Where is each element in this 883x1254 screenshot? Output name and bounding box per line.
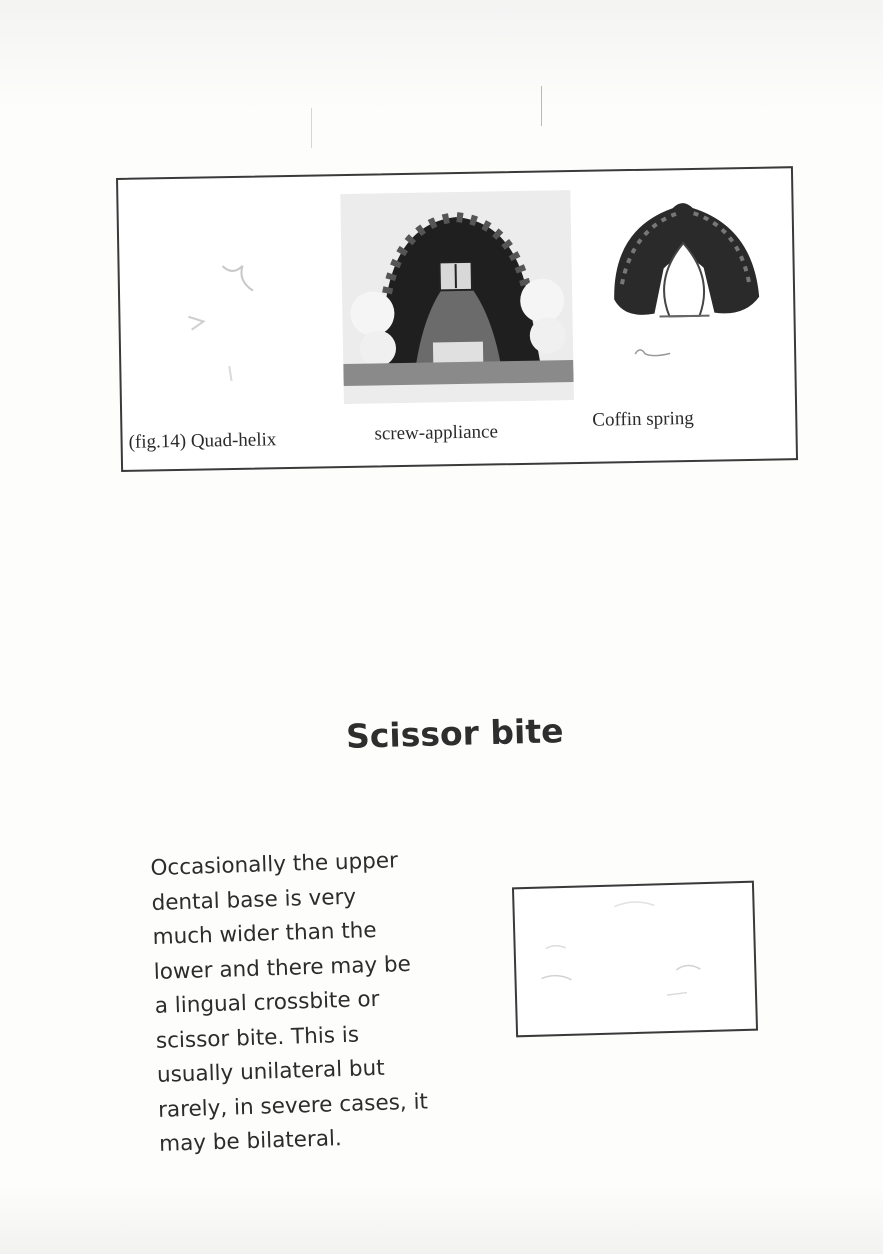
coffin-spring-image [592, 187, 776, 400]
section-title: Scissor bite [345, 711, 564, 756]
paragraph-line: a lingual crossbite or [154, 986, 380, 1019]
caption-screw-appliance: screw-appliance [374, 421, 499, 445]
paragraph-line: much wider than the [152, 917, 377, 950]
caption-quad-helix: (fig.14) Quad-helix [128, 429, 277, 453]
paragraph-line: usually unilateral but [156, 1055, 386, 1088]
paragraph-line: Occasionally the upper [150, 848, 399, 881]
paragraph-line: dental base is very [151, 884, 357, 916]
scan-shading-bottom [0, 1185, 883, 1254]
paragraph-line: scissor bite. This is [155, 1022, 360, 1054]
screw-appliance-image [340, 190, 574, 404]
scan-artifact-line [311, 108, 312, 148]
scan-shading-top [0, 0, 883, 110]
paragraph-line: may be bilateral. [158, 1126, 343, 1157]
paragraph-line: lower and there may be [153, 951, 412, 985]
scan-artifact-line [541, 86, 542, 126]
scissor-bite-image-box [512, 881, 758, 1038]
scissor-bite-paragraph [150, 843, 460, 1163]
paragraph-line: rarely, in severe cases, it [157, 1088, 429, 1123]
quad-helix-image [126, 194, 335, 408]
caption-coffin-spring: Coffin spring [592, 407, 694, 431]
figure-14-box [116, 166, 798, 472]
